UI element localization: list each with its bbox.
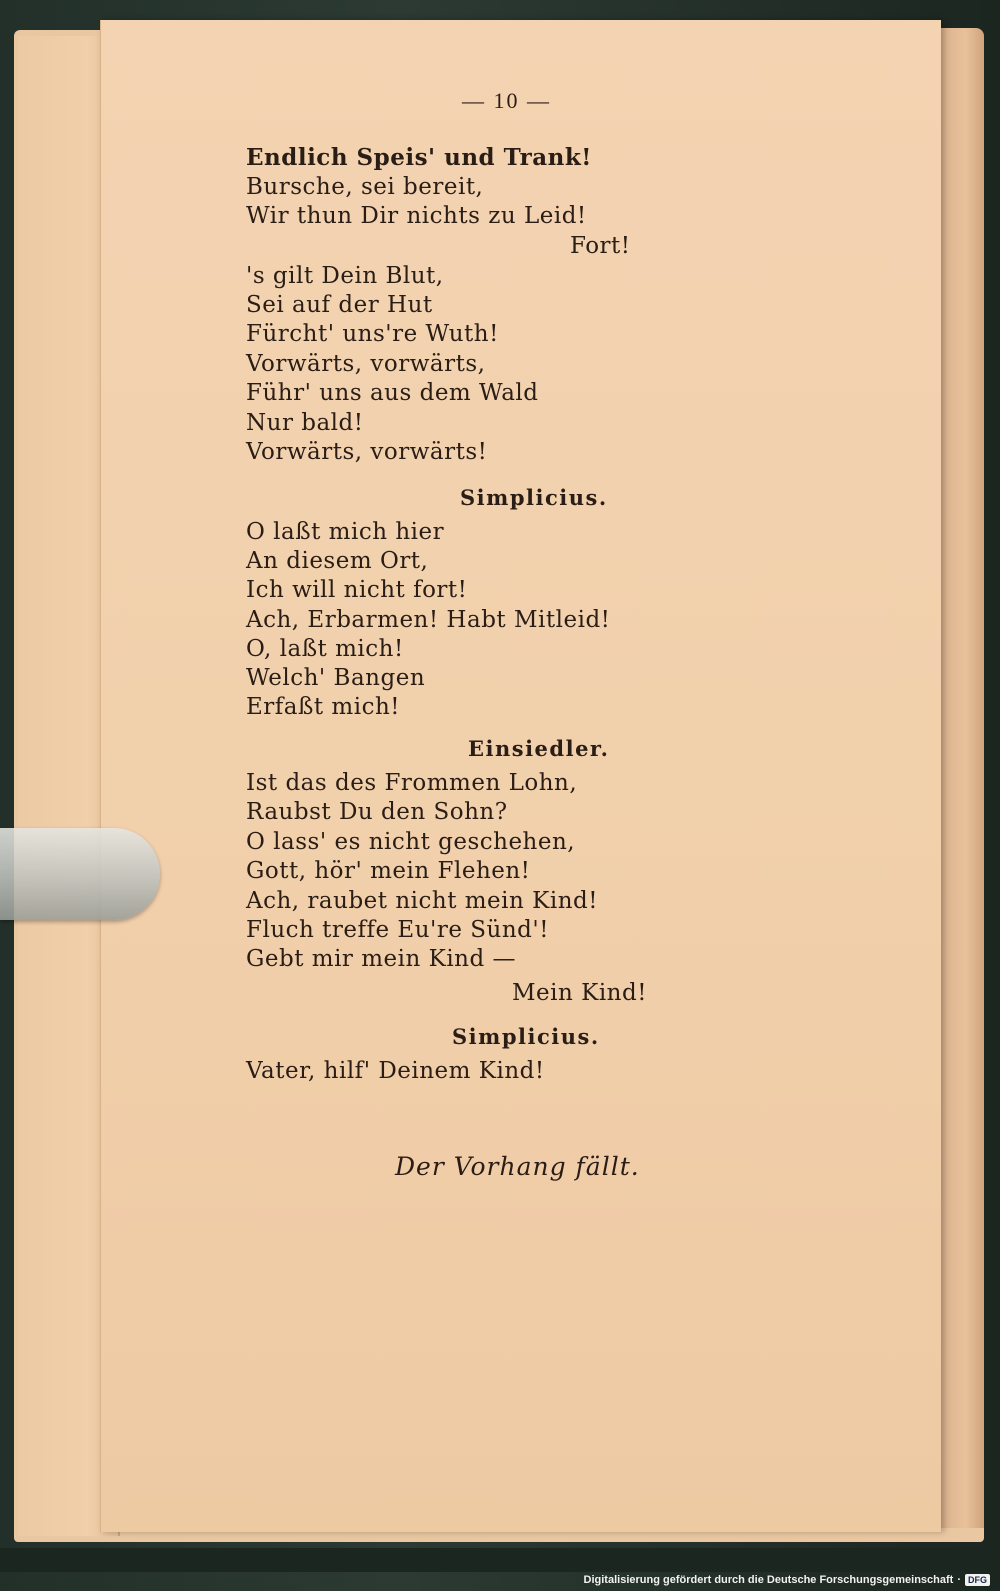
text-line-right: Mein Kind! [512,980,647,1006]
page-number: — 10 — [462,88,551,113]
text-line-right: Fort! [570,233,631,259]
text-line: Erfaßt mich! [246,694,401,720]
speaker-name: Simplicius. [460,485,608,510]
text-line: Endlich Speis' und Trank! [246,144,592,171]
text-line: Raubst Du den Sohn? [246,799,508,825]
text-line: An diesem Ort, [246,548,429,574]
page-text [100,20,940,1532]
speaker-name: Einsiedler. [468,736,610,761]
text-line: Fürcht' uns're Wuth! [246,321,499,347]
text-line: Ist das des Frommen Lohn, [246,770,578,796]
text-line: Gott, hör' mein Flehen! [246,858,531,884]
text-line: O lass' es nicht geschehen, [246,829,576,855]
text-line: 's gilt Dein Blut, [246,263,444,289]
footer-text: Digitalisierung gefördert durch die Deutsche Forschungsgemeinschaft [583,1574,954,1586]
text-line: O, laßt mich! [246,636,404,662]
bottom-strip [0,1548,1000,1572]
speaker-name: Simplicius. [452,1024,600,1049]
stage-direction: Der Vorhang fällt. [395,1152,640,1181]
text-line: Vorwärts, vorwärts! [246,439,488,465]
text-line: Welch' Bangen [246,665,426,691]
text-line: Fluch treffe Eu're Sünd'! [246,917,549,943]
right-page-edge [938,28,984,1528]
text-line: Führ' uns aus dem Wald [246,380,539,406]
page-marker-tab [0,828,160,920]
text-line: Wir thun Dir nichts zu Leid! [246,203,587,229]
text-line: Ach, raubet nicht mein Kind! [246,888,598,914]
text-line: Nur bald! [246,410,364,436]
text-line: Sei auf der Hut [246,292,433,318]
digitization-footer [584,1574,990,1586]
text-line: Bursche, sei bereit, [246,174,484,200]
text-line: O laßt mich hier [246,519,445,545]
text-line: Vorwärts, vorwärts, [246,351,486,377]
text-line: Ich will nicht fort! [246,577,468,603]
footer-separator: · [957,1574,961,1586]
text-line: Gebt mir mein Kind — [246,946,517,972]
dfg-logo: DFG [965,1574,990,1586]
text-line: Ach, Erbarmen! Habt Mitleid! [246,607,611,633]
text-line: Vater, hilf' Deinem Kind! [246,1058,545,1084]
